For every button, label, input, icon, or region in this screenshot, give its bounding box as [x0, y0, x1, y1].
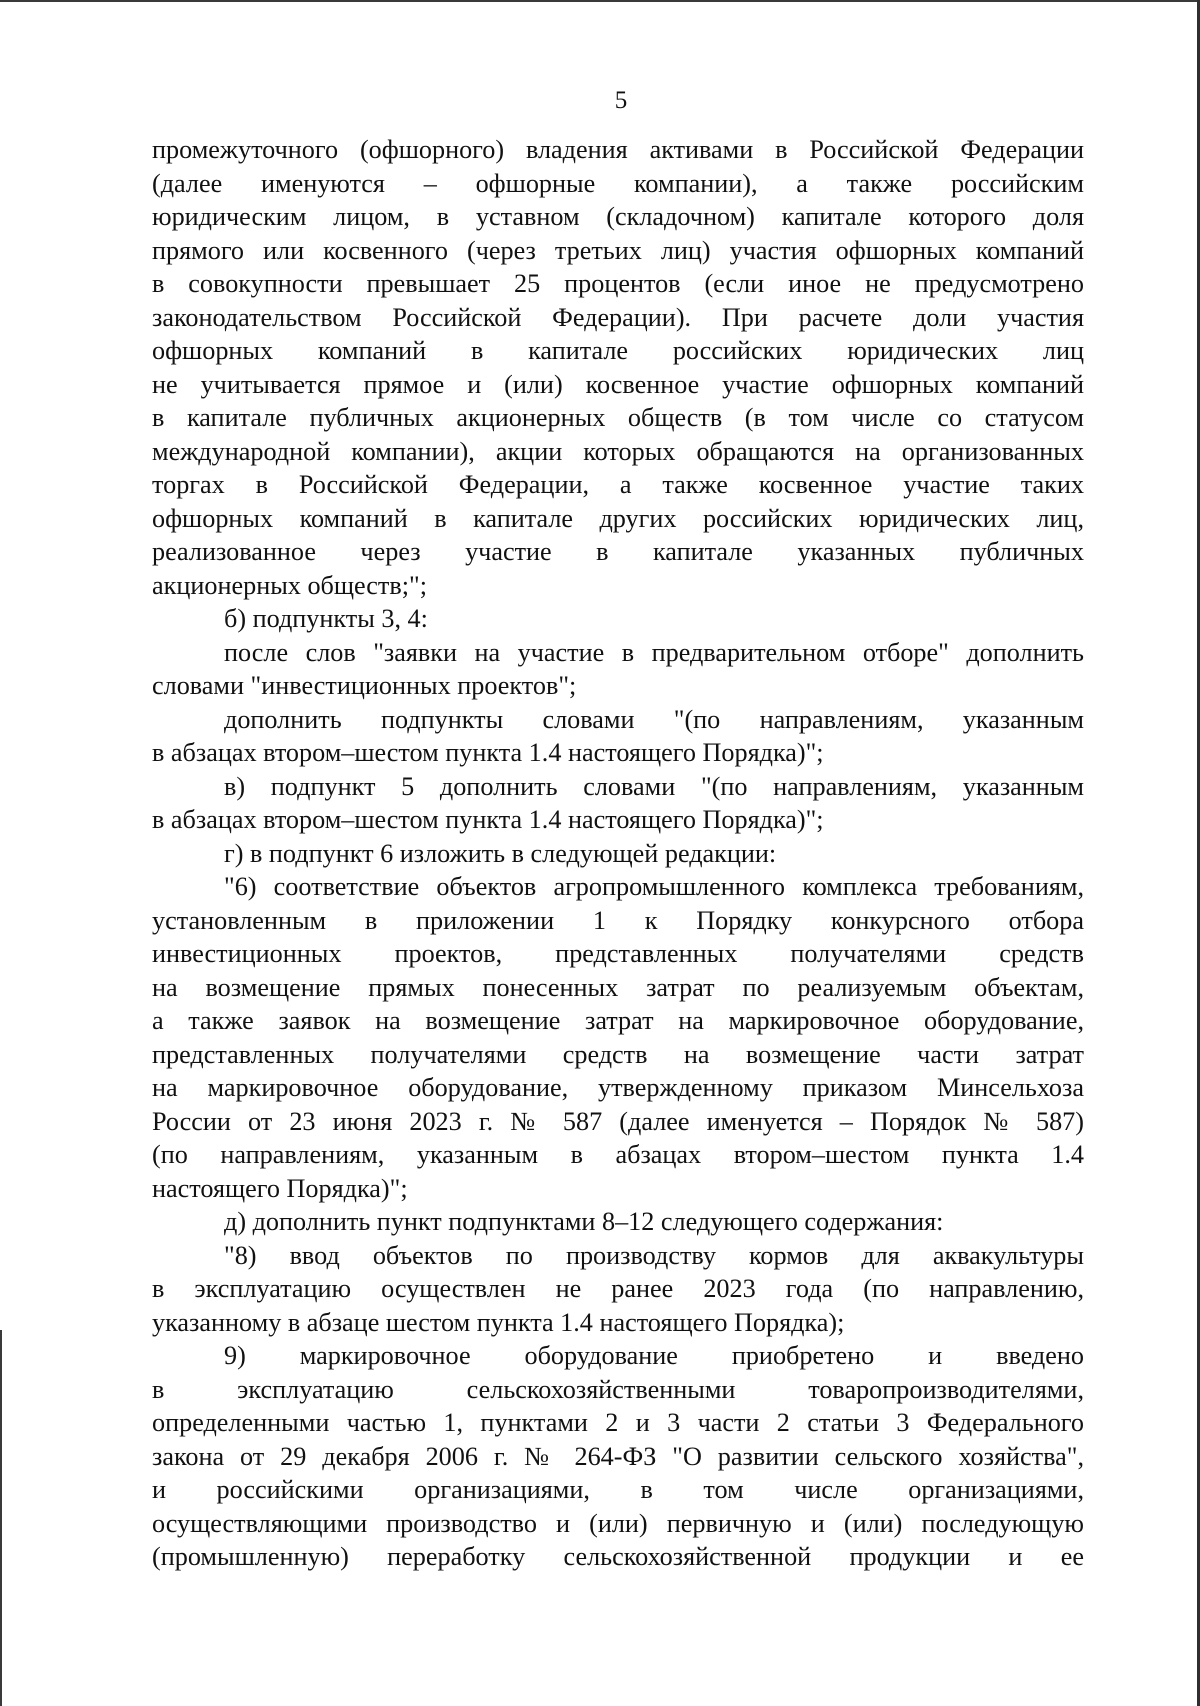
text-line: (далее именуются – офшорные компании), а также российским	[152, 168, 1084, 198]
text-line: определенными частью 1, пунктами 2 и 3 части 2 статьи 3 Федерального	[152, 1408, 1084, 1437]
text-line: в совокупности превышает 25 процентов (если иное не предусмотрено	[152, 269, 1084, 298]
text-line: "8) ввод объектов по производству кормов для аквакультуры	[224, 1240, 1084, 1270]
text-line: на маркировочное оборудование, утвержденному приказом Минсельхоза	[152, 1073, 1084, 1102]
text-line: закона от 29 декабря 2006 г. № 264-ФЗ "О развитии сельского хозяйства",	[152, 1441, 1084, 1471]
text-line: в абзацах втором–шестом пункта 1.4 настоящего Порядка)";	[152, 738, 824, 767]
text-line: а также заявок на возмещение затрат на маркировочное оборудование,	[152, 1006, 1084, 1035]
text-line: юридическим лицом, в уставном (складочном) капитале которого доля	[152, 202, 1084, 231]
text-line: инвестиционных проектов, представленных получателями средств	[152, 939, 1084, 968]
scan-border-top	[0, 0, 1200, 2]
text-line: прямого или косвенного (через третьих лиц) участия офшорных компаний	[152, 235, 1084, 265]
text-line: законодательством Российской Федерации). При расчете доли участия	[152, 302, 1084, 332]
text-line: г) в подпункт 6 изложить в следующей редакции:	[224, 838, 777, 868]
text-line: и российскими организациями, в том числе организациями,	[152, 1475, 1084, 1504]
text-line: торгах в Российской Федерации, а также косвенное участие таких	[152, 470, 1084, 499]
text-line: (промышленную) переработку сельскохозяйственной продукции и ее	[152, 1542, 1084, 1571]
text-line: в капитале публичных акционерных обществ (в том числе со статусом	[152, 403, 1084, 432]
text-line: установленным в приложении 1 к Порядку конкурсного отбора	[152, 905, 1084, 935]
page-number: 5	[614, 87, 628, 114]
text-line: б) подпункты 3, 4:	[224, 604, 428, 633]
text-line: не учитывается прямое и (или) косвенное участие офшорных компаний	[152, 369, 1084, 399]
text-line: акционерных обществ;";	[152, 570, 427, 600]
text-line: международной компании), акции которых обращаются на организованных	[152, 436, 1084, 466]
text-line: дополнить подпункты словами "(по направлениям, указанным	[224, 704, 1084, 734]
text-line: в) подпункт 5 дополнить словами "(по направлениям, указанным	[224, 771, 1084, 801]
text-line: на возмещение прямых понесенных затрат по реализуемым объектам,	[152, 972, 1084, 1002]
text-line: после слов "заявки на участие в предварительном отборе" дополнить	[224, 637, 1084, 667]
text-line: "6) соответствие объектов агропромышленного комплекса требованиям,	[224, 872, 1084, 901]
text-line: словами "инвестиционных проектов";	[152, 671, 577, 700]
text-line: реализованное через участие в капитале указанных публичных	[152, 537, 1084, 566]
text-line: в абзацах втором–шестом пункта 1.4 настоящего Порядка)";	[152, 805, 824, 834]
text-line: в эксплуатацию осуществлен не ранее 2023 года (по направлению,	[152, 1274, 1084, 1303]
text-line: промежуточного (офшорного) владения активами в Российской Федерации	[152, 135, 1084, 164]
text-line: представленных получателями средств на возмещение части затрат	[152, 1039, 1084, 1069]
document-body	[152, 133, 1084, 1574]
text-line: д) дополнить пункт подпунктами 8–12 следующего содержания:	[224, 1207, 944, 1236]
text-line: указанному в абзаце шестом пункта 1.4 настоящего Порядка);	[152, 1307, 845, 1337]
text-line: офшорных компаний в капитале других российских юридических лиц,	[152, 503, 1084, 533]
text-line: России от 23 июня 2023 г. № 587 (далее именуется – Порядок № 587)	[152, 1106, 1084, 1136]
text-line: офшорных компаний в капитале российских юридических лиц	[152, 336, 1084, 365]
text-line: 9) маркировочное оборудование приобретено и введено	[224, 1341, 1084, 1370]
text-line: в эксплуатацию сельскохозяйственными товаропроизводителями,	[152, 1374, 1084, 1404]
text-line: (по направлениям, указанным в абзацах втором–шестом пункта 1.4	[152, 1140, 1084, 1169]
scan-border-left	[0, 1330, 2, 1706]
text-line: осуществляющими производство и (или) первичную и (или) последующую	[152, 1508, 1084, 1538]
text-line: настоящего Порядка)";	[152, 1173, 408, 1203]
